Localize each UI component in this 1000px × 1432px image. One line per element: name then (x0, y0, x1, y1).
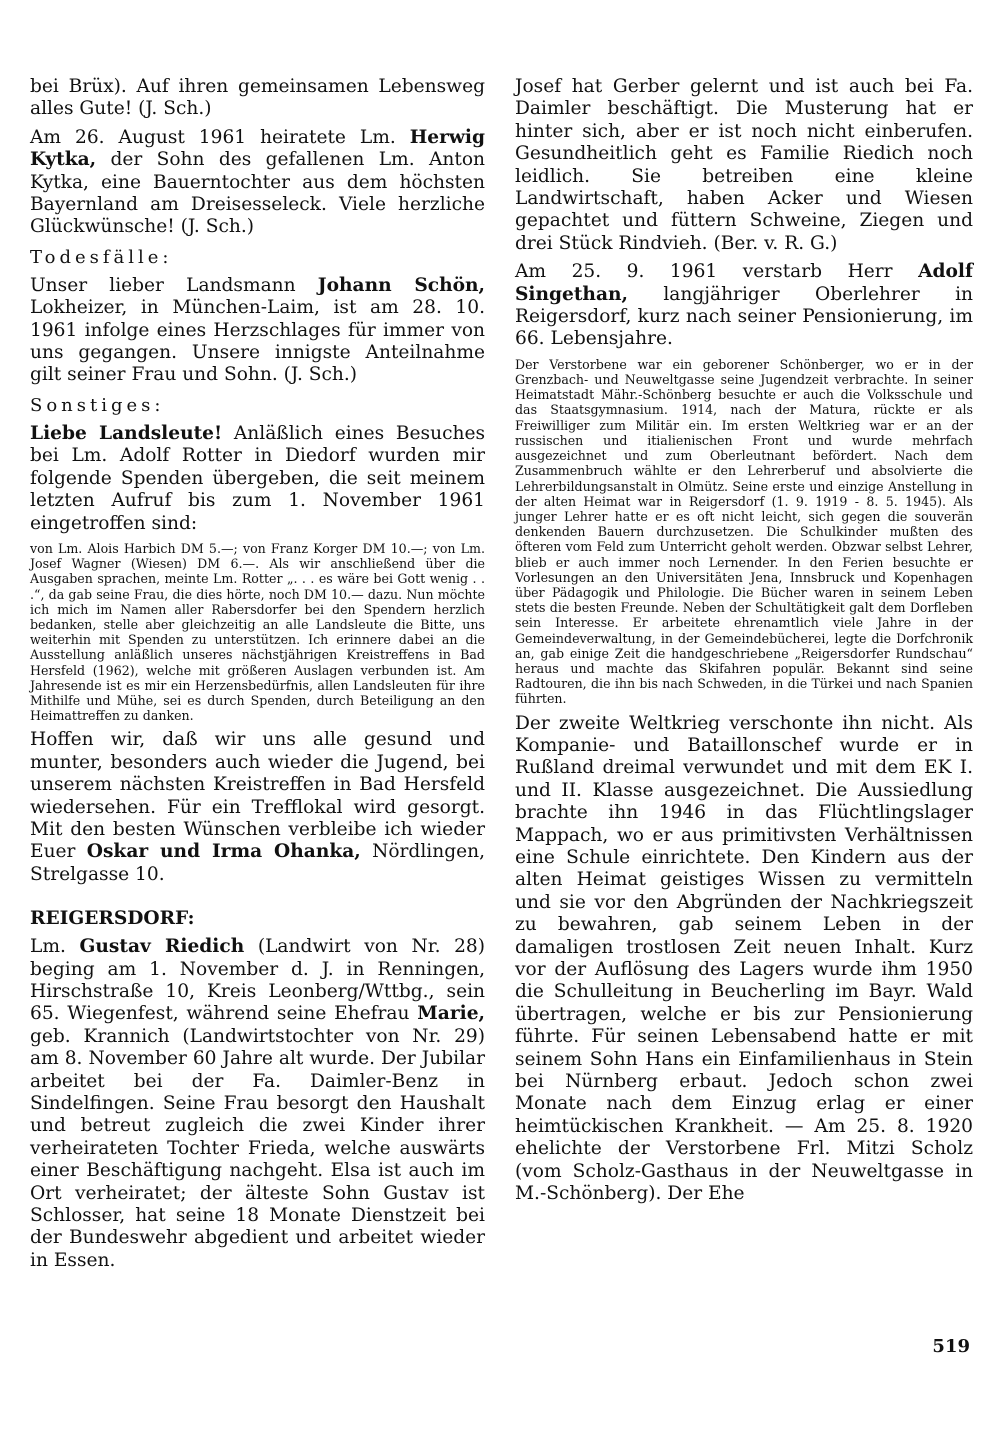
paragraph-liebe-landsleute: Liebe Landsleute! Anläßlich eines Besuches bei Lm. Adolf Rotter in Diedorf wurden mir folgende Spenden übergeben, die seit meinem letzten Aufruf bis zum 1. November 1961 eingetroffen sind: (30, 422, 485, 534)
left-column (30, 76, 485, 1272)
paragraph-zweite-weltkrieg: Der zweite Weltkrieg verschonte ihn nicht. Als Kompanie- und Bataillonschef wurde er in Rußland dreimal verwundet und mit dem EK I. und II. Klasse ausgezeichnet. Die Aussiedlung brachte ihn 1946 in das Flüchtlingslager Mappach, wo er aus primitivsten Verhältnissen eine Schule einrichtete. Den Kindern aus der alten Heimat geistiges Wissen zu vermitteln und sie vor den Abgründen der Nachkriegszeit zu bewahren, gab seinem Leben in der damaligen trostlosen Zeit neuen Inhalt. Kurz vor der Auflösung des Lagers wurde ihm 1950 die Schulleitung in Beucherling im Bayr. Wald übertragen, welche er bis zur Pensionierung führte. Für seinen Lebensabend hatte er mit seinem Sohn Hans ein Einfamilienhaus in Stein bei Nürnberg erbaut. Jedoch schon zwei Monate nach dem Einzug erlag er einer heimtückischen Krankheit. — Am 25. 8. 1920 ehelichte der Verstorbene Frl. Mitzi Scholz (vom Scholz-Gasthaus in der Neuweltgasse in M.-Schönberg). Der Ehe (515, 712, 973, 1205)
section-heading-sonstiges: Sonstiges: (30, 394, 165, 416)
paragraph-gustav-riedich: Lm. Gustav Riedich (Landwirt von Nr. 28) beging am 1. November d. J. in Renningen, Hirschstraße 10, Kreis Leonberg/Wttbg., sein 65. Wiegenfest, während seine Ehefrau Marie, geb. Krannich (Landwirtstochter von Nr. 29) am 8. November 60 Jahre alt wurde. Der Jubilar arbeitet bei der Fa. Daimler-Benz in Sindelfingen. Seine Frau besorgt den Haushalt und betreut zugleich die zwei Kinder ihrer verheirateten Tochter Frieda, welche auswärts einer Beschäftigung nachgeht. Elsa ist auch im Ort verheiratet; der älteste Sohn Gustav ist Schlosser, hat seine 18 Monate Dienstzeit bei der Bundeswehr abgedient und arbeitet wieder in Essen. (30, 936, 485, 1271)
paragraph-lebensweg: bei Brüx). Auf ihren gemeinsamen Lebensweg alles Gute! (J. Sch.) (30, 76, 485, 120)
paragraph-kytka-wedding: Am 26. August 1961 heiratete Lm. Herwig Kytka, der Sohn des gefallenen Lm. Anton Kytka, eine Bauerntochter aus dem höchsten Bayernland am Dreisesseleck. Viele herzliche Glückwünsche! (J. Sch.) (30, 126, 485, 238)
section-heading-reigersdorf: REIGERSDORF: (30, 908, 195, 930)
section-heading-todesfaelle: Todesfälle: (30, 246, 173, 268)
paragraph-josef-gerber: Josef hat Gerber gelernt und ist auch bei Fa. Daimler beschäftigt. Die Musterung hat er hinter sich, aber er ist noch nicht einberufen. Gesundheitlich geht es Familie Riedich noch leidlich. Sie betreiben eine kleine Landwirtschaft, haben Acker und Wiesen gepachtet und füttern Schweine, Ziegen und drei Stück Rindvieh. (Ber. v. R. G.) (515, 76, 973, 254)
paragraph-hoffen-wir: Hoffen wir, daß wir uns alle gesund und munter, besonders auch wieder die Jugend, bei unserem nächsten Kreistreffen in Bad Hersfeld wiedersehen. Für ein Trefflokal wird gesorgt. Mit den besten Wünschen verbleibe ich wieder Euer Oskar und Irma Ohanka, Nördlingen, Strelgasse 10. (30, 729, 485, 885)
paragraph-johann-schoen: Unser lieber Landsmann Johann Schön, Lokheizer, in München-Laim, ist am 28. 10. 1961 infolge eines Herzschlages für immer von uns gegangen. Unsere innigste Anteilnahme gilt seiner Frau und Sohn. (J. Sch.) (30, 274, 485, 386)
paragraph-verstorbene-biography: Der Verstorbene war ein geborener Schönberger, wo er in der Grenzbach- und Neuweltgasse seine Jugendzeit verbrachte. In seiner Heimatstadt Mähr.-Schönberg besuchte er auch die Volksschule und das Staatsgymnasium. 1914, nach der Matura, rückte er als Freiwilliger zum Militär ein. Im ersten Weltkrieg war er an der russischen und itialienischen Front und wurde mehrfach ausgezeichnet und zum Oberleutnant befördert. Nach dem Zusammenbruch wählte er den Lehrerberuf und absolvierte die Lehrerbildungsanstalt in Olmütz. Seine erste und einzige Anstellung in der alten Heimat war in Reigersdorf (1. 9. 1919 - 8. 5. 1945). Als junger Lehrer hatte er es oft nicht leicht, sich gegen die souverän denkenden Bauern durchzusetzen. Die Schulkinder mußten des öfteren vom Feld zum Unterricht geholt werden. Obzwar selbst Lehrer, blieb er auch immer noch Lernender. In den Ferien besuchte er Vorlesungen an den Universitäten Jena, Innsbruck und Kopenhagen über Pädagogik und Philologie. Die Bücher waren in seinem Leben stets die besten Freunde. Neben der Schultätigkeit galt dem Dorfleben sein Interesse. Er arbeitete ehrenamtlich viele Jahre in der Gemeindeverwaltung, in der Gemeindebücherei, legte die Dorfchronik an, gab einige Zeit die handgeschriebene „Reigersdorfer Rundschau“ heraus und machte das Skifahren populär. Bekannt sind seine Radtouren, die ihn bis nach Schweden, in die Türkei und nach Spanien führten. (515, 356, 973, 707)
paragraph-adolf-singethan: Am 25. 9. 1961 verstarb Herr Adolf Singethan, langjähriger Oberlehrer in Reigersdorf, kurz nach seiner Pensionierung, im 66. Lebensjahre. (515, 261, 973, 350)
right-column (515, 76, 973, 1205)
page-number: 519 (932, 1336, 970, 1357)
paragraph-spenden-list: von Lm. Alois Harbich DM 5.—; von Franz Korger DM 10.—; von Lm. Josef Wagner (Wiesen) DM 6.—. Als wir anschließend über die Ausgaben sprachen, meinte Lm. Rotter „. . . es wäre bei Gott wenig . . .“, da gab seine Frau, die dies hörte, noch DM 10.— dazu. Nun möchte ich mich im Namen aller Rabersdorfer bei den Spendern herzlich bedanken, stelle aber gleichzeitig an alle Landsleute die Bitte, uns weiterhin mit Spenden zu unterstützen. Ich erinnere dabei an die Ausstellung anläßlich unseres nächstjährigen Kreistreffens in Bad Hersfeld (1962), welche mit größeren Auslagen verbunden ist. Am Jahresende ist es mir ein Herzensbedürfnis, allen Landsleuten für ihre Mithilfe und Mühe, sei es durch Spenden, durch Beteiligung an den Heimattreffen zu danken. (30, 540, 485, 724)
